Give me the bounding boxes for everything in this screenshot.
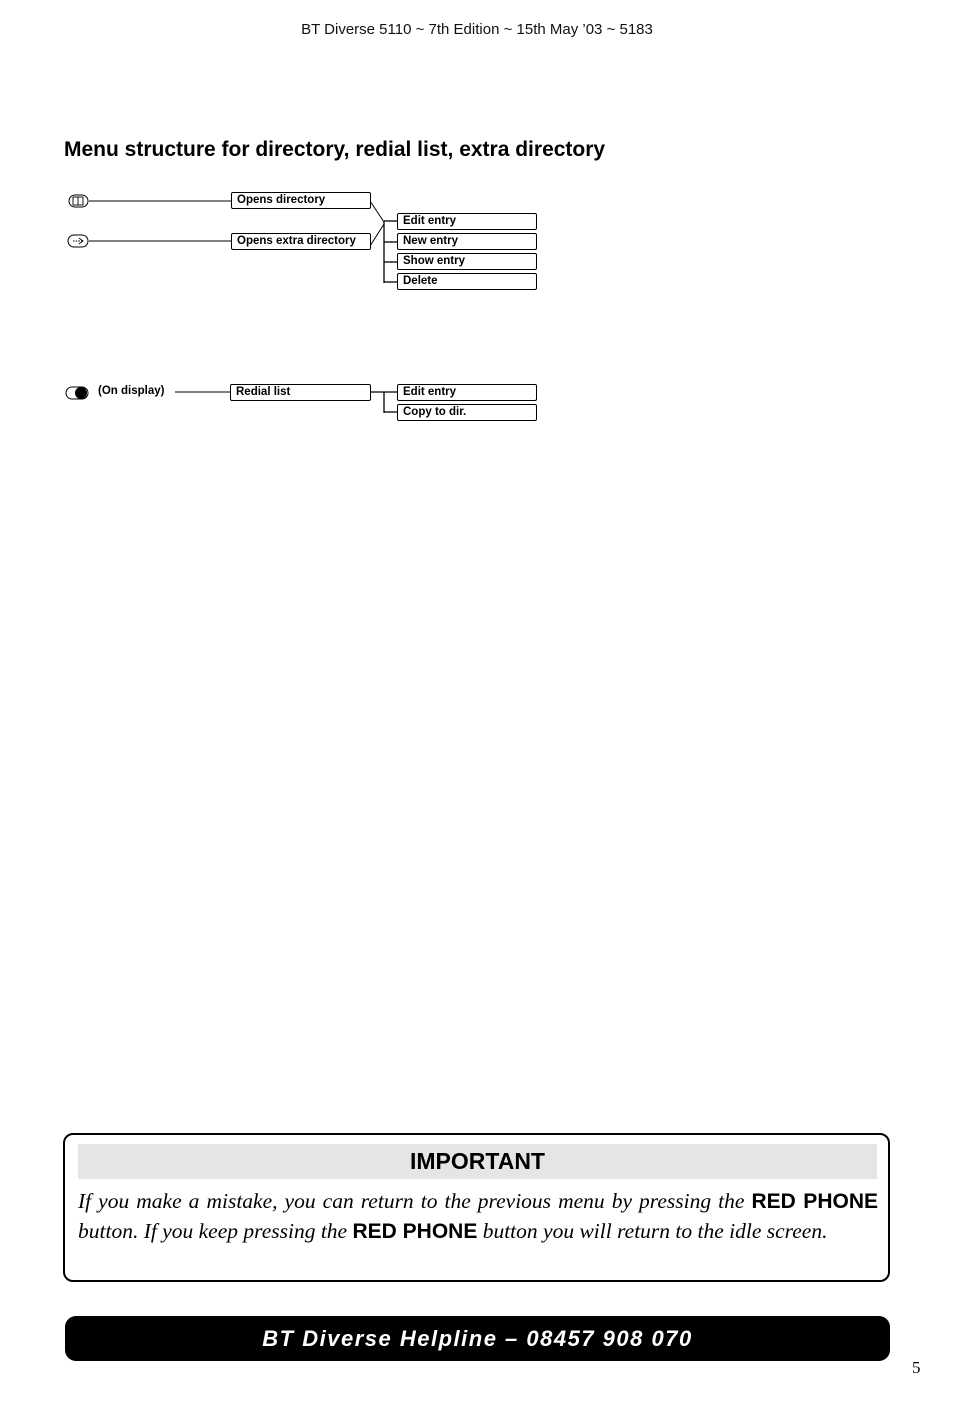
redial-option-edit-entry: Edit entry — [397, 384, 537, 401]
display-key-icon — [66, 387, 88, 399]
option-edit-entry: Edit entry — [397, 213, 537, 230]
red-phone-keyword-1: RED PHONE — [751, 1190, 878, 1213]
on-display-note: (On display) — [98, 385, 165, 397]
important-text-part-2: button. If you keep pressing the — [78, 1218, 353, 1243]
opens-directory-box: Opens directory — [231, 192, 371, 209]
menu-structure-diagram — [0, 0, 954, 440]
extra-directory-key-icon — [68, 235, 88, 247]
important-text-part-3: button you will return to the idle screen. — [477, 1218, 828, 1243]
page-header: BT Diverse 5110 ~ 7th Edition ~ 15th May ’03 ~ 5183 — [301, 21, 653, 38]
option-delete: Delete — [397, 273, 537, 290]
redial-list-box: Redial list — [230, 384, 371, 401]
important-text — [78, 1187, 878, 1246]
helpline-banner: BT Diverse Helpline – 08457 908 070 — [65, 1316, 890, 1361]
page-number: 5 — [912, 1358, 921, 1377]
redial-option-copy-to-dir: Copy to dir. — [397, 404, 537, 421]
directory-key-icon — [69, 195, 88, 207]
option-show-entry: Show entry — [397, 253, 537, 270]
important-text-part-1: If you make a mistake, you can return to the previous menu by pressing the — [78, 1189, 752, 1213]
opens-extra-directory-box: Opens extra directory — [231, 233, 371, 250]
red-phone-keyword-2: RED PHONE — [352, 1219, 478, 1243]
important-title: IMPORTANT — [78, 1144, 877, 1179]
section-title: Menu structure for directory, redial list, extra directory — [64, 138, 606, 161]
important-notice — [63, 1133, 890, 1282]
option-new-entry: New entry — [397, 233, 537, 250]
